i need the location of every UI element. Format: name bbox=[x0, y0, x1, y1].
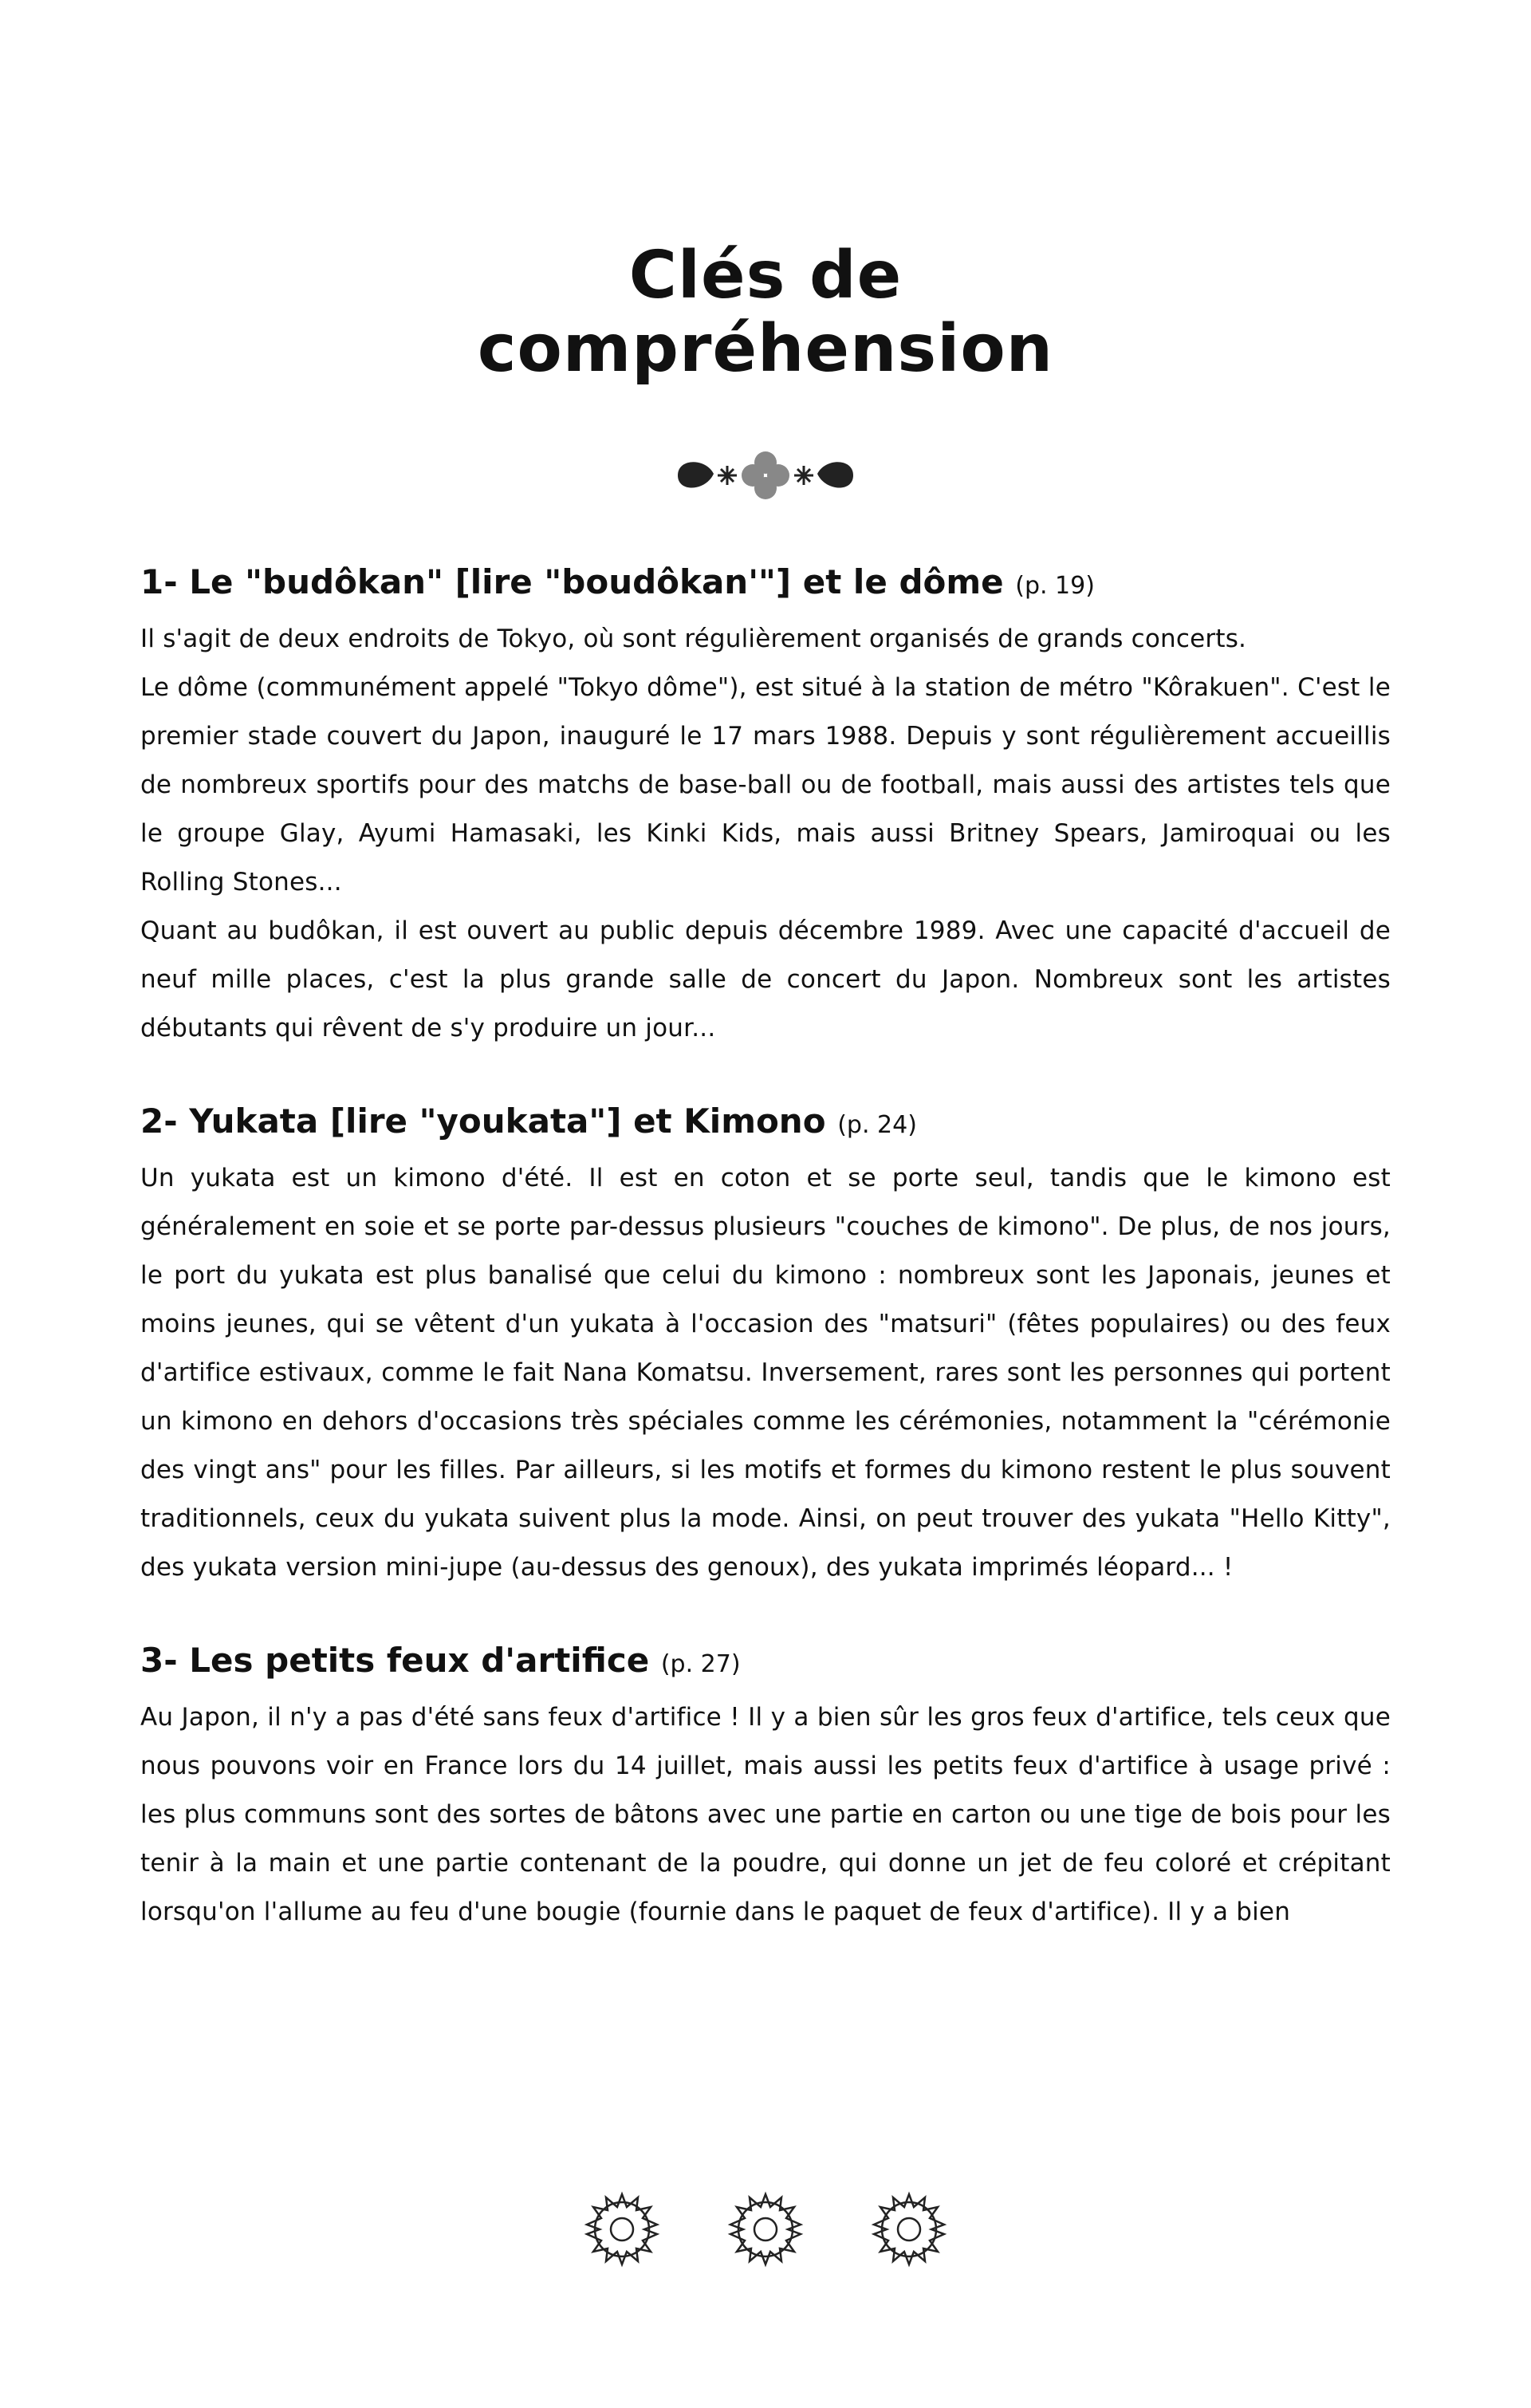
title-line-1: Clés de bbox=[628, 238, 903, 313]
page-title bbox=[0, 239, 1531, 386]
glossary-section-yukata bbox=[140, 1098, 1391, 1592]
section-heading bbox=[140, 1637, 1391, 1689]
glossary-section-fireworks bbox=[140, 1637, 1391, 1937]
section-heading bbox=[140, 558, 1391, 610]
title-ornament-icon bbox=[670, 443, 861, 507]
paragraph: Le dôme (communément appelé "Tokyo dôme"), est situé à la station de métro "Kôrakuen". C'est le premier stade couvert du Japon, inauguré le 17 mars 1988. Depuis y sont régulièrement accueillis de nombreux sportifs pour des matchs de base-ball ou de football, mais aussi des artistes tels que le groupe Glay, Ayumi Hamasaki, les Kinki Kids, mais aussi Britney Spears, Jamiroquai ou les Rolling Stones... bbox=[140, 673, 1391, 897]
glossary-section-budokan bbox=[140, 558, 1391, 1053]
page-reference: (p. 19) bbox=[1015, 572, 1095, 600]
page-reference: (p. 27) bbox=[660, 1650, 741, 1678]
title-line-2: compréhension bbox=[477, 311, 1054, 387]
paragraph: Un yukata est un kimono d'été. Il est en coton et se porte seul, tandis que le kimono est généralement en soie et se porte par-dessus plusieurs "couches de kimono". De plus, de nos jours, le port du yukata est plus banalisé que celui du kimono : nombreux sont les Japonais, jeunes et moins jeunes, qui se vêtent d'un yukata à l'occasion des "matsuri" (fêtes populaires) ou des feux d'artifice estivaux, comme le fait Nana Komatsu. Inversement, rares sont les personnes qui portent un kimono en dehors d'occasions très spéciales comme les cérémonies, notamment la "cérémonie des vingt ans" pour les filles. Par ailleurs, si les motifs et formes du kimono restent le plus souvent traditionnels, ceux du yukata suivent plus la mode. Ainsi, on peut trouver des yukata "Hello Kitty", des yukata version mini-jupe (au-dessus des genoux), des yukata imprimés léopard... ! bbox=[140, 1164, 1391, 1582]
paragraph: Quant au budôkan, il est ouvert au public depuis décembre 1989. Avec une capacité d'accueil de neuf mille places, c'est la plus grande salle de concert du Japon. Nombreux sont les artistes débutants qui rêvent de s'y produire un jour... bbox=[140, 916, 1391, 1042]
footer-flower-ornament-icon bbox=[574, 2185, 957, 2273]
heading-text: 1- Le "budôkan" [lire "boudôkan'"] et le dôme bbox=[140, 562, 1004, 601]
paragraph: Au Japon, il n'y a pas d'été sans feux d'artifice ! Il y a bien sûr les gros feux d'artifice, tels ceux que nous pouvons voir en France lors du 14 juillet, mais aussi les petits feux d'artifice à usage privé : les plus communs sont des sortes de bâtons avec une partie en carton ou une tige de bois pour les tenir à la main et une partie contenant de la poudre, qui donne un jet de feu coloré et crépitant lorsqu'on l'allume au feu d'une bougie (fournie dans le paquet de feux d'artifice). Il y a bien bbox=[140, 1703, 1391, 1926]
paragraph: Il s'agit de deux endroits de Tokyo, où sont régulièrement organisés de grands concerts. bbox=[140, 625, 1247, 653]
page-reference: (p. 24) bbox=[837, 1111, 917, 1139]
section-heading bbox=[140, 1098, 1391, 1149]
heading-text: 2- Yukata [lire "youkata"] et Kimono bbox=[140, 1102, 826, 1141]
heading-text: 3- Les petits feux d'artifice bbox=[140, 1641, 650, 1680]
glossary-content bbox=[140, 558, 1391, 1981]
